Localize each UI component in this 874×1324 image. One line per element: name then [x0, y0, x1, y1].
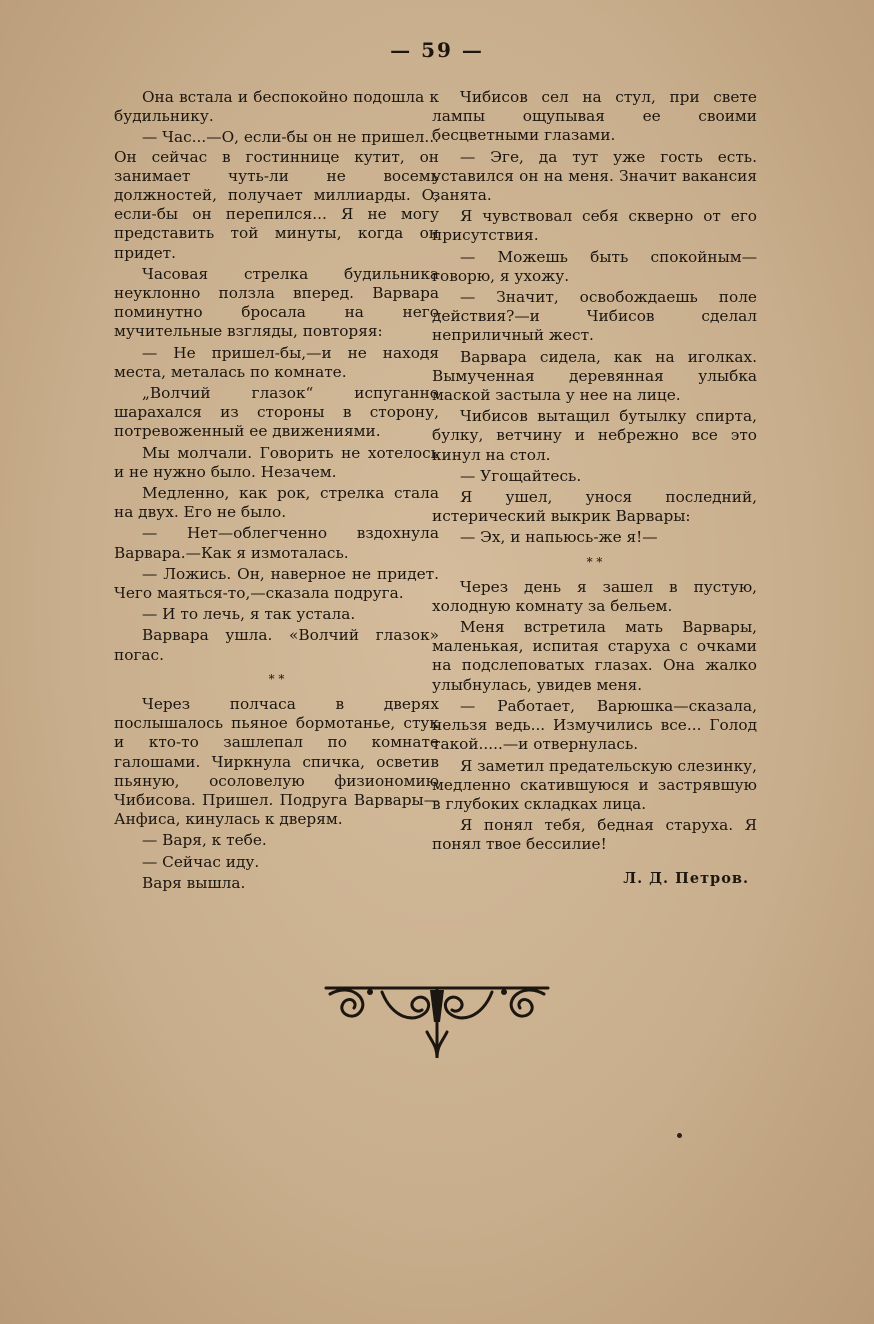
paragraph: Она встала и беспокойно подошла к будильнику.	[114, 88, 439, 126]
paragraph: Варвара сидела, как на иголках. Вымученная деревянная улыбка маской застыла у нее на лице.	[432, 347, 757, 405]
paragraph: Меня встретила мать Варвары, маленькая, испитая старуха с очками на подслеповатых глазах. Она жалко улыбнулась, увидев меня.	[432, 618, 757, 694]
page-speck	[677, 1133, 682, 1138]
paragraph: Через день я зашел в пустую, холодную комнату за бельем.	[432, 577, 757, 615]
paragraph: Часовая стрелка будильника неуклонно ползла вперед. Варвара поминутно бросала на него мучительные взгляды, повторяя:	[114, 264, 439, 341]
paragraph: Варвара ушла. «Волчий глазок» погас.	[114, 626, 439, 664]
paragraph: — Эге, да тут уже гость есть. уставился он на меня. Значит вакансия занята.	[432, 147, 757, 205]
page-number: — 59 —	[390, 38, 484, 62]
paragraph: — Значит, освобождаешь поле действия?—и Чибисов сделал неприличный жест.	[432, 288, 757, 345]
paragraph: Варя вышла.	[142, 873, 246, 892]
paragraph: „Волчий глазок“ испуганно шарахался из стороны в сторону, потревоженный ее движениями.	[114, 384, 439, 441]
section-break-stars: * *	[586, 554, 603, 569]
paragraph: — Эх, и напьюсь-же я!—	[460, 528, 658, 547]
paragraph: — Сейчас иду.	[142, 852, 260, 871]
paragraph: Я ушел, унося последний, истерический выкрик Варвары:	[432, 488, 757, 526]
paragraph: Я заметил предательскую слезинку, медленно скатившуюся и застрявшую в глубоких складках лица.	[432, 756, 757, 813]
paragraph: Я чувствовал себя скверно от его присутствия.	[432, 207, 757, 245]
paragraph: Я понял тебя, бедная старуха. Я понял твое бессилие!	[432, 816, 757, 854]
paragraph: Мы молчали. Говорить не хотелось и не нужно было. Незачем.	[114, 443, 439, 481]
paragraph: — Можешь быть спокойным— говорю, я ухожу.	[432, 247, 757, 285]
paragraph: Медленно, как рок, стрелка стала на двух. Его не было.	[114, 484, 439, 522]
paragraph: — Угощайтесь.	[460, 466, 582, 485]
paragraph: — Работает, Варюшка—сказала, нельзя ведь... Измучились все... Голод такой.....—и отвернулась.	[432, 696, 757, 754]
paragraph: — Ложись. Он, наверное не придет. Чего маяться-то,—сказала подруга.	[114, 564, 439, 603]
section-break-stars: * *	[268, 671, 285, 686]
author-signature: Л. Д. Петров.	[623, 869, 749, 887]
paragraph: — И то лечь, я так устала.	[142, 605, 356, 624]
paragraph: Чибисов сел на стул, при свете лампы ощупывая ее своими бесцветными глазами.	[432, 88, 757, 145]
left-column	[114, 88, 439, 895]
paragraph: — Час...—О, если-бы он не пришел... Он сейчас в гостиннице кутит, он занимает чуть-ли не восемь должностей, получает миллиарды. О, если-бы он перепился... Я не могу представить той минуты, когда он придет.	[114, 128, 439, 262]
paragraph: — Нет—облегченно вздохнула Варвара.—Как я измоталась.	[114, 524, 439, 562]
decorative-vignette-icon	[322, 972, 552, 1062]
paragraph: Чибисов вытащил бутылку спирта, булку, ветчину и небрежно все это кинул на стол.	[432, 407, 757, 464]
right-column	[432, 88, 757, 888]
paragraph: Через полчаса в дверях послышалось пьяное бормотанье, стук и кто-то зашлепал по комнате галошами. Чиркнула спичка, осветив пьяную, осоловелую физиономию Чибисова. Пришел. Подруга Варвары—Анфиса, кинулась к дверям.	[114, 694, 439, 829]
paragraph: — Варя, к тебе.	[142, 831, 267, 850]
paragraph: — Не пришел-бы,—и не находя места, металась по комнате.	[114, 343, 439, 381]
